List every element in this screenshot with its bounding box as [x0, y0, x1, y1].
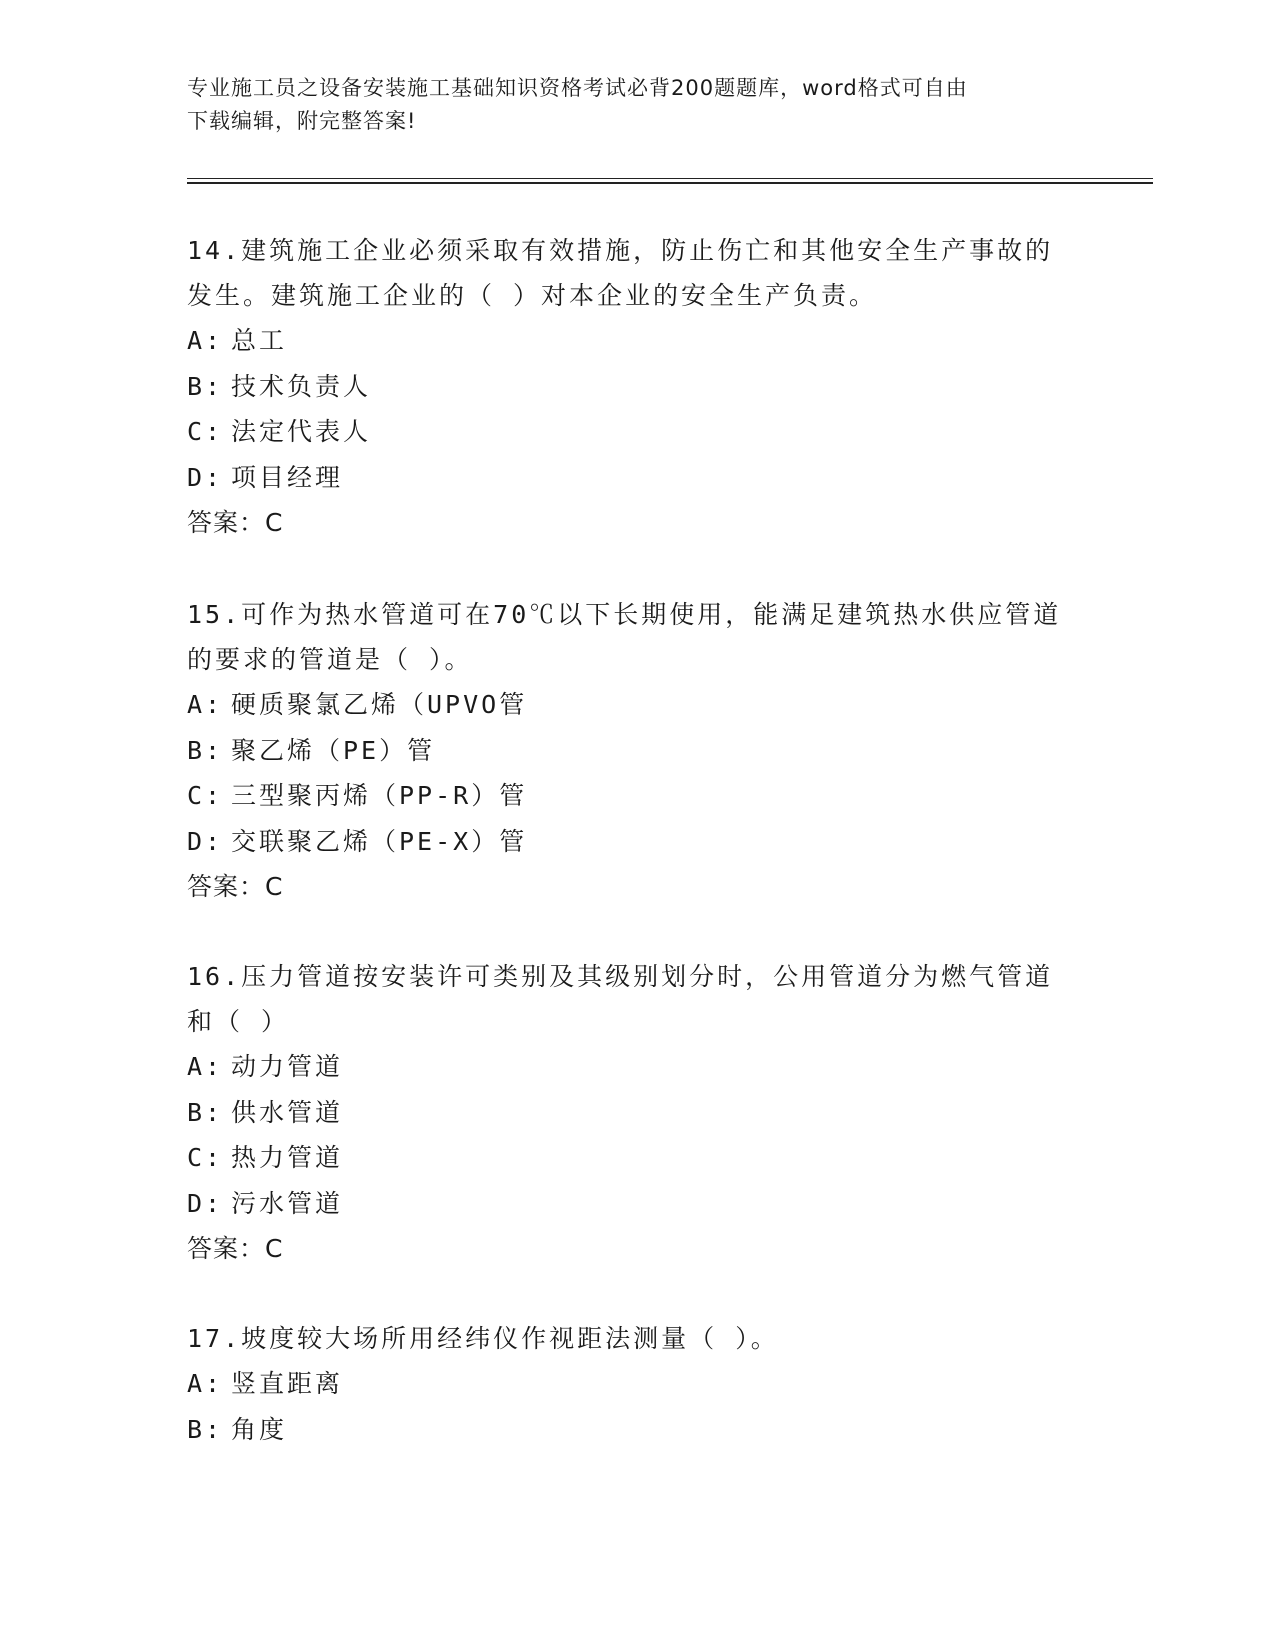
question-14 — [187, 228, 1087, 546]
header-divider-thick — [187, 182, 1153, 184]
option-text: 角度 — [231, 1414, 288, 1444]
option-text: 三型聚丙烯（PP-R）管 — [231, 781, 528, 810]
document-header — [187, 72, 1067, 138]
option-a — [187, 1044, 1087, 1090]
option-letter: B: — [187, 1097, 224, 1127]
option-letter: A: — [187, 690, 224, 719]
option-letter: D: — [187, 826, 224, 856]
option-text: 法定代表人 — [231, 417, 372, 446]
option-letter: A: — [187, 1369, 224, 1398]
question-15 — [187, 592, 1087, 910]
answer-line: 答案：C — [187, 872, 284, 901]
option-text: 项目经理 — [231, 462, 344, 492]
option-letter: D: — [187, 1188, 224, 1218]
header-line-2: 下载编辑，附完整答案! — [187, 109, 417, 133]
question-stem-line: 16.压力管道按安装许可类别及其级别划分时，公用管道分为燃气管道 — [187, 962, 1054, 991]
question-16 — [187, 954, 1087, 1272]
question-stem-line: 15.可作为热水管道可在70℃以下长期使用，能满足建筑热水供应管道 — [187, 600, 1062, 629]
option-text: 总工 — [231, 326, 288, 355]
option-b — [187, 728, 1087, 774]
option-text: 动力管道 — [231, 1052, 344, 1081]
option-letter: A: — [187, 326, 224, 355]
answer-line: 答案：C — [187, 1234, 284, 1263]
option-letter: C: — [187, 417, 224, 446]
option-b — [187, 364, 1087, 410]
option-text: 竖直距离 — [231, 1369, 344, 1398]
option-letter: B: — [187, 735, 224, 765]
header-line-1: 专业施工员之设备安装施工基础知识资格考试必背200题题库，word格式可自由 — [187, 76, 968, 100]
option-letter: D: — [187, 462, 224, 492]
option-letter: B: — [187, 371, 224, 401]
option-text: 硬质聚氯乙烯（UPVO管 — [231, 690, 528, 719]
option-d — [187, 455, 1087, 501]
header-divider-thin — [187, 178, 1153, 179]
option-text: 技术负责人 — [231, 371, 372, 401]
question-stem-line: 的要求的管道是（ ）。 — [187, 645, 473, 674]
question-stem-line: 17.坡度较大场所用经纬仪作视距法测量（ ）。 — [187, 1324, 779, 1353]
option-text: 聚乙烯（PE）管 — [231, 735, 436, 765]
option-d — [187, 1181, 1087, 1227]
option-text: 热力管道 — [231, 1143, 344, 1172]
option-letter: C: — [187, 781, 224, 810]
option-c — [187, 1135, 1087, 1181]
question-stem-line: 发生。建筑施工企业的（ ）对本企业的安全生产负责。 — [187, 281, 878, 310]
option-a — [187, 682, 1087, 728]
question-17 — [187, 1316, 1087, 1452]
option-letter: A: — [187, 1052, 224, 1081]
option-d — [187, 819, 1087, 865]
option-b — [187, 1407, 1087, 1453]
option-a — [187, 1361, 1087, 1407]
option-text: 污水管道 — [231, 1188, 344, 1218]
option-text: 交联聚乙烯（PE-X）管 — [231, 826, 528, 856]
option-a — [187, 318, 1087, 364]
option-c — [187, 773, 1087, 819]
option-b — [187, 1090, 1087, 1136]
option-letter: C: — [187, 1143, 224, 1172]
option-c — [187, 409, 1087, 455]
answer-line: 答案：C — [187, 508, 284, 537]
question-stem-line: 14.建筑施工企业必须采取有效措施，防止伤亡和其他安全生产事故的 — [187, 236, 1054, 265]
question-stem-line: 和（ ） — [187, 1007, 290, 1036]
option-letter: B: — [187, 1414, 224, 1444]
option-text: 供水管道 — [231, 1097, 344, 1127]
